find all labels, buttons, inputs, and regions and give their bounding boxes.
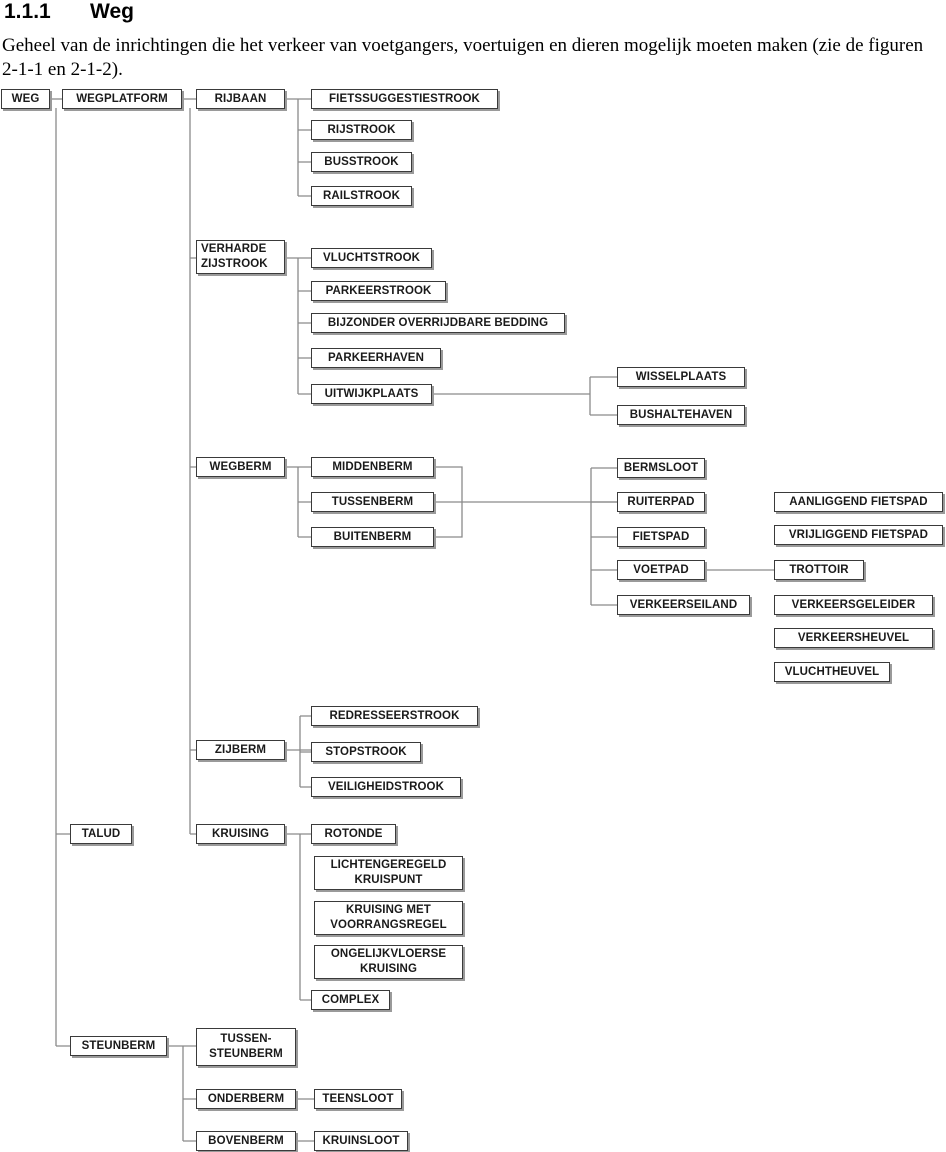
- node-zijberm: ZIJBERM: [196, 740, 285, 760]
- node-busstrook: BUSSTROOK: [311, 152, 412, 172]
- node-verkeerseiland: VERKEERSEILAND: [617, 595, 750, 615]
- node-veiligheidstrook: VEILIGHEIDSTROOK: [311, 777, 461, 797]
- node-complex: COMPLEX: [311, 990, 390, 1010]
- node-onderberm: ONDERBERM: [196, 1089, 296, 1109]
- node-ruiterpad: RUITERPAD: [617, 492, 705, 512]
- node-parkeerstrook: PARKEERSTROOK: [311, 281, 446, 301]
- node-voetpad: VOETPAD: [617, 560, 705, 580]
- connector-line: [167, 1046, 196, 1141]
- node-verharde-zijstrook: VERHARDE ZIJSTROOK: [196, 240, 285, 274]
- connector-line: [285, 834, 311, 1000]
- node-vluchtheuvel: VLUCHTHEUVEL: [774, 662, 890, 682]
- connector-line: [285, 716, 311, 787]
- node-lichtengeregeld-kruispunt: LICHTENGEREGELD KRUISPUNT: [314, 856, 463, 890]
- node-ongelijkvloerse-kruising: ONGELIJKVLOERSE KRUISING: [314, 945, 463, 979]
- connector-line: [432, 377, 617, 415]
- node-bovenberm: BOVENBERM: [196, 1131, 296, 1151]
- node-wegplatform: WEGPLATFORM: [62, 89, 182, 109]
- node-parkeerhaven: PARKEERHAVEN: [311, 348, 441, 368]
- connector-line: [285, 258, 311, 394]
- node-redresseerstrook: REDRESSEERSTROOK: [311, 706, 478, 726]
- node-tussen-steunberm: TUSSEN- STEUNBERM: [196, 1028, 296, 1066]
- node-wisselplaats: WISSELPLAATS: [617, 367, 745, 387]
- node-buitenberm: BUITENBERM: [311, 527, 434, 547]
- node-uitwijkplaats: UITWIJKPLAATS: [311, 384, 432, 404]
- node-kruising-met-voorrangsregel: KRUISING MET VOORRANGSREGEL: [314, 901, 463, 935]
- node-rijstrook: RIJSTROOK: [311, 120, 412, 140]
- node-bushaltehaven: BUSHALTEHAVEN: [617, 405, 745, 425]
- node-stopstrook: STOPSTROOK: [311, 742, 421, 762]
- definition-paragraph: Geheel van de inrichtingen die het verkeer van voetgangers, voertuigen en dieren mogelijk moeten maken (zie de figuren 2-1-1 en 2-1-2).: [2, 35, 924, 80]
- node-bermsloot: BERMSLOOT: [617, 458, 705, 478]
- node-kruising: KRUISING: [196, 824, 285, 844]
- node-steunberm: STEUNBERM: [70, 1036, 167, 1056]
- node-verkeersheuvel: VERKEERSHEUVEL: [774, 628, 933, 648]
- connector-line: [285, 467, 311, 537]
- node-verkeersgeleider: VERKEERSGELEIDER: [774, 595, 933, 615]
- section-number: 1.1.1: [4, 0, 51, 23]
- node-tussenberm: TUSSENBERM: [311, 492, 434, 512]
- node-trottoir: TROTTOIR: [774, 560, 864, 580]
- connector-line: [56, 108, 70, 1046]
- node-teensloot: TEENSLOOT: [314, 1089, 402, 1109]
- connector-line: [434, 467, 617, 537]
- connector-line: [296, 1099, 314, 1141]
- node-rotonde: ROTONDE: [311, 824, 396, 844]
- node-talud: TALUD: [70, 824, 132, 844]
- node-fietssuggestiestrook: FIETSSUGGESTIESTROOK: [311, 89, 498, 109]
- node-fietspad: FIETSPAD: [617, 527, 705, 547]
- node-vluchtstrook: VLUCHTSTROOK: [311, 248, 432, 268]
- node-bijzonder-overrijdbare-bedding: BIJZONDER OVERRIJDBARE BEDDING: [311, 313, 565, 333]
- node-wegberm: WEGBERM: [196, 457, 285, 477]
- node-middenberm: MIDDENBERM: [311, 457, 434, 477]
- connector-line: [591, 468, 617, 605]
- node-vrijliggend-fietspad: VRIJLIGGEND FIETSPAD: [774, 525, 943, 545]
- section-title: Weg: [90, 0, 134, 23]
- node-aanliggend-fietspad: AANLIGGEND FIETSPAD: [774, 492, 943, 512]
- node-kruinsloot: KRUINSLOOT: [314, 1131, 408, 1151]
- node-rijbaan: RIJBAAN: [196, 89, 285, 109]
- node-weg: WEG: [1, 89, 50, 109]
- connector-line: [285, 99, 311, 196]
- node-railstrook: RAILSTROOK: [311, 186, 412, 206]
